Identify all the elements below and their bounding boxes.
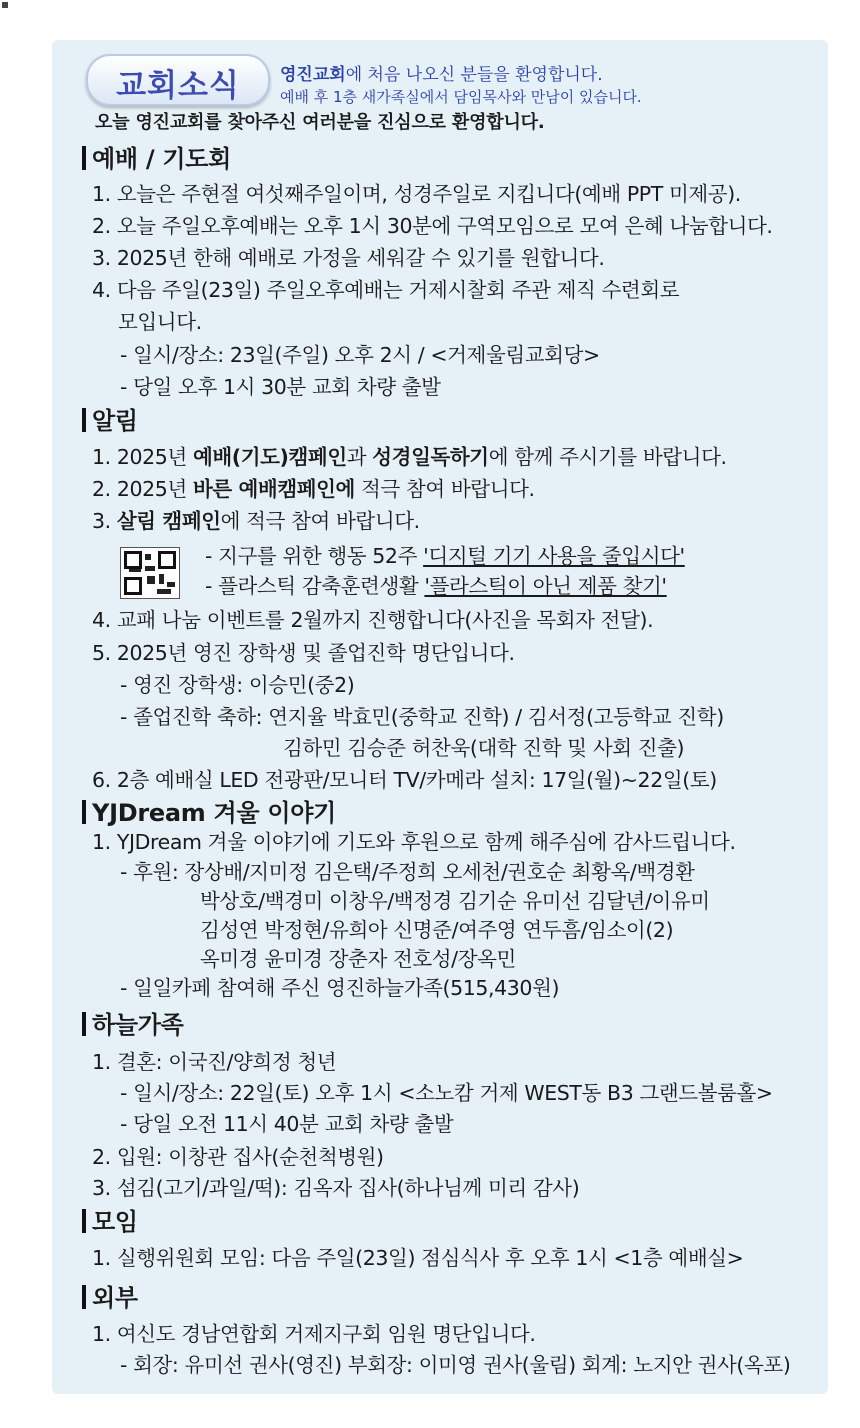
heading-bar (82, 1285, 86, 1309)
heading-text: 모임 (92, 1208, 138, 1236)
church-name: 영진교회 (280, 65, 346, 85)
section-heading-worship (82, 144, 231, 174)
heading-bar (82, 1012, 86, 1036)
church-news-badge (86, 54, 270, 106)
notice-item-5-graduates: - 졸업진학 축하: 연지율 박효민(중학교 진학) / 김서정(고등학교 진학) (120, 705, 724, 729)
campaign-line-plastic: - 플라스틱 감축훈련생활 '플라스틱이 아닌 제품 찾기' (205, 574, 667, 598)
sponsor-line-3: 김성연 박정현/유희아 신명준/여주영 연두흠/임소이(2) (200, 918, 674, 942)
heading-text: 외부 (92, 1284, 138, 1312)
external-item-1: 1. 여신도 경남연합회 거제지구회 임원 명단입니다. (92, 1322, 536, 1346)
notice-item-2: 2. 2025년 바른 예배캠페인에 적극 참여 바랍니다. (92, 477, 535, 501)
family-item-1-detail-2: - 당일 오전 11시 40분 교회 차량 출발 (120, 1112, 454, 1136)
heading-bar (82, 1209, 86, 1233)
qr-code-icon (120, 547, 180, 599)
worship-item-4-detail-1: - 일시/장소: 23일(주일) 오후 2시 / <거제울림교회당> (120, 343, 600, 367)
welcome-message: 오늘 영진교회를 찾아주신 여러분을 진심으로 환영합니다. (95, 112, 545, 133)
family-item-2: 2. 입원: 이창관 집사(순천척병원) (92, 1145, 384, 1169)
campaign-line-digital: - 지구를 위한 행동 52주 '디지털 기기 사용을 줄입시다' (205, 544, 685, 568)
notice-item-4: 4. 교패 나눔 이벤트를 2월까지 진행합니다(사진을 목회자 전달). (92, 608, 654, 632)
section-heading-meeting (82, 1207, 138, 1237)
section-heading-notice (82, 406, 138, 436)
worship-item-4: 4. 다음 주일(23일) 주일오후예배는 거제시찰회 주관 제직 수련회로 (92, 278, 680, 302)
worship-item-3: 3. 2025년 한해 예배로 가정을 세워갈 수 있기를 원합니다. (92, 246, 605, 270)
meeting-item-1: 1. 실행위원회 모임: 다음 주일(23일) 점심식사 후 오후 1시 <1층 예배실> (92, 1246, 744, 1270)
yjdream-item-1: 1. YJDream 겨울 이야기에 기도와 후원으로 함께 해주심에 감사드립니다. (92, 830, 736, 854)
notice-item-6: 6. 2층 예배실 LED 전광판/모니터 TV/카메라 설치: 17일(월)~22일(토) (92, 768, 717, 792)
section-heading-yjdream (82, 798, 336, 828)
notice-item-5-scholar: - 영진 장학생: 이승민(중2) (120, 673, 355, 697)
intro-line-2: 예배 후 1층 새가족실에서 담임목사와 만남이 있습니다. (280, 88, 642, 106)
sponsor-line-4: 옥미경 윤미경 장춘자 전호성/장옥민 (200, 947, 516, 971)
heading-text: 예배 / 기도회 (92, 145, 231, 173)
heading-text: 하늘가족 (92, 1011, 184, 1039)
family-item-3: 3. 섬김(고기/과일/떡): 김옥자 집사(하나님께 미리 감사) (92, 1176, 580, 1200)
heading-text: YJDream 겨울 이야기 (92, 799, 336, 827)
heading-bar (82, 146, 86, 170)
family-item-1-detail-1: - 일시/장소: 22일(토) 오후 1시 <소노캄 거제 WEST동 B3 그랜드볼룸홀> (120, 1081, 773, 1105)
badge-title: 교회소식 (116, 68, 240, 104)
family-item-1: 1. 결혼: 이국진/양희정 청년 (92, 1050, 337, 1074)
section-heading-external (82, 1283, 138, 1313)
heading-text: 알림 (92, 407, 138, 435)
heading-bar (82, 408, 86, 432)
worship-item-4-cont: 모입니다. (118, 310, 202, 334)
notice-item-1: 1. 2025년 예배(기도)캠페인과 성경일독하기에 함께 주시기를 바랍니다. (92, 445, 727, 469)
intro-line-1 (280, 60, 603, 85)
intro-text: 에 처음 나오신 분들을 환영합니다. (345, 65, 603, 85)
worship-item-4-detail-2: - 당일 오후 1시 30분 교회 차량 출발 (120, 375, 441, 399)
sponsor-line-2: 박상호/백경미 이창우/백정경 김기순 유미선 김달년/이유미 (200, 889, 710, 913)
worship-item-2: 2. 오늘 주일오후예배는 오후 1시 30분에 구역모임으로 모여 은혜 나눔합니다. (92, 214, 773, 238)
notice-item-5-graduates-cont: 김하민 김승준 허찬욱(대학 진학 및 사회 진출) (283, 736, 685, 760)
heading-bar (82, 800, 86, 824)
section-heading-family (82, 1010, 184, 1040)
external-item-1-detail: - 회장: 유미선 권사(영진) 부회장: 이미영 권사(울림) 회계: 노지안 권사(옥포) (120, 1353, 791, 1377)
scan-mark (2, 2, 8, 8)
one-day-cafe-line: - 일일카페 참여해 주신 영진하늘가족(515,430원) (120, 976, 560, 1000)
worship-item-1: 1. 오늘은 주현절 여섯째주일이며, 성경주일로 지킵니다(예배 PPT 미제공). (92, 182, 741, 206)
notice-item-5: 5. 2025년 영진 장학생 및 졸업진학 명단입니다. (92, 641, 515, 665)
sponsor-line-1: - 후원: 장상배/지미정 김은택/주정희 오세천/권호순 최황옥/백경환 (120, 860, 695, 884)
notice-item-3: 3. 살림 캠페인에 적극 참여 바랍니다. (92, 509, 420, 533)
